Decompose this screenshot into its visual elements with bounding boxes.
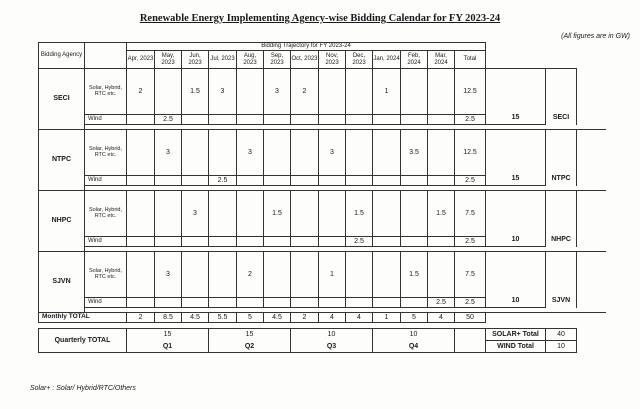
wind-total: 2.5 [455, 298, 486, 308]
wind-value [155, 237, 182, 247]
gap [577, 125, 606, 130]
solar-value [291, 130, 319, 176]
solar-value [155, 191, 182, 237]
gap [577, 186, 606, 191]
monthly-total-value: 8.5 [155, 313, 182, 323]
solar-value [182, 130, 209, 176]
monthly-grand-total: 50 [455, 313, 486, 323]
solar-value [428, 252, 455, 298]
wind-value [182, 115, 209, 125]
wind-total: 2.5 [455, 176, 486, 186]
monthly-total-value: 2 [127, 313, 155, 323]
category-solar: Solar, Hybrid, RTC etc. [85, 191, 127, 237]
category-solar: Solar, Hybrid, RTC etc. [85, 130, 127, 176]
category-wind: Wind [85, 298, 127, 308]
quarter-label: Q1 [127, 341, 209, 353]
solar-value: 3 [182, 191, 209, 237]
agency-total: 10 [486, 294, 546, 308]
solar-value: 2 [291, 69, 319, 115]
wind-value [373, 176, 401, 186]
wind-value [209, 115, 237, 125]
blank [455, 341, 486, 353]
blank [546, 313, 577, 323]
solar-value [209, 130, 237, 176]
wind-value [401, 115, 428, 125]
solar-value [291, 191, 319, 237]
solar-total: 12.5 [455, 69, 486, 115]
agency-name-right: SECI [546, 111, 577, 125]
wind-value [319, 298, 346, 308]
wind-value [373, 115, 401, 125]
wind-value [209, 237, 237, 247]
solar-value [319, 69, 346, 115]
agency-name-right: NTPC [546, 172, 577, 186]
agency-name: NTPC [39, 130, 85, 191]
wind-value [182, 298, 209, 308]
wind-total-value: 10 [546, 341, 577, 353]
wind-value [346, 298, 373, 308]
table-row [39, 252, 607, 294]
solar-value [346, 130, 373, 176]
wind-value [127, 298, 155, 308]
month-header: Jun, 2023 [182, 51, 209, 69]
solar-value: 3 [237, 130, 264, 176]
solar-total: 7.5 [455, 252, 486, 298]
monthly-total-value: 5 [401, 313, 428, 323]
spacer [546, 252, 577, 294]
table-row [39, 130, 607, 172]
solar-plus-total-label: SOLAR+ Total [486, 329, 546, 341]
agency-name: SJVN [39, 252, 85, 313]
solar-value [401, 191, 428, 237]
header-total: Total [455, 51, 486, 69]
quarterly-total-value: 10 [291, 329, 373, 341]
quarter-label: Q3 [291, 341, 373, 353]
agency-name-right: NHPC [546, 233, 577, 247]
wind-value [209, 298, 237, 308]
category-wind: Wind [85, 115, 127, 125]
wind-value [373, 298, 401, 308]
wind-value [237, 237, 264, 247]
solar-value [155, 69, 182, 115]
wind-total: 2.5 [455, 237, 486, 247]
solar-value: 3 [155, 130, 182, 176]
solar-value [428, 130, 455, 176]
month-header: Jul, 2023 [209, 51, 237, 69]
table-row [39, 43, 607, 51]
solar-value [401, 69, 428, 115]
wind-value [264, 298, 291, 308]
wind-value [319, 237, 346, 247]
solar-value [209, 191, 237, 237]
wind-value: 2.5 [428, 298, 455, 308]
wind-value [127, 176, 155, 186]
solar-value: 1.5 [428, 191, 455, 237]
wind-value [373, 237, 401, 247]
solar-value: 3 [264, 69, 291, 115]
wind-value [237, 115, 264, 125]
table-row [39, 69, 607, 111]
solar-value [346, 69, 373, 115]
month-header: Feb, 2024 [401, 51, 428, 69]
header-blank [486, 43, 546, 69]
solar-value: 1 [319, 252, 346, 298]
monthly-total-value: 4 [319, 313, 346, 323]
blank [486, 313, 546, 323]
header-trajectory: Bidding Trajectory for FY 2023-24 [127, 43, 486, 51]
solar-value: 3 [155, 252, 182, 298]
category-wind: Wind [85, 237, 127, 247]
month-header: Oct, 2023 [291, 51, 319, 69]
wind-value [291, 115, 319, 125]
agency-name-right: SJVN [546, 294, 577, 308]
gap [577, 308, 606, 313]
solar-value [319, 191, 346, 237]
monthly-total-value: 1 [373, 313, 401, 323]
wind-value [155, 176, 182, 186]
monthly-total-value: 4.5 [264, 313, 291, 323]
solar-value [237, 191, 264, 237]
solar-value: 1.5 [264, 191, 291, 237]
wind-value [182, 176, 209, 186]
monthly-total-value: 5 [237, 313, 264, 323]
agency-name: NHPC [39, 191, 85, 252]
units-note: (All figures are in GW) [561, 33, 630, 40]
quarterly-total-value: 15 [127, 329, 209, 341]
table-row [39, 191, 607, 233]
spacer [546, 130, 577, 172]
quarter-label: Q2 [209, 341, 291, 353]
solar-value: 3 [209, 69, 237, 115]
agency-total: 10 [486, 233, 546, 247]
solar-value [127, 191, 155, 237]
blank [455, 329, 486, 341]
wind-value [346, 176, 373, 186]
wind-value [237, 298, 264, 308]
solar-value [346, 252, 373, 298]
monthly-total-value: 4.5 [182, 313, 209, 323]
quarterly-total-value: 15 [209, 329, 291, 341]
wind-value [291, 176, 319, 186]
agency-total: 15 [486, 111, 546, 125]
gap [577, 247, 606, 252]
wind-value [319, 115, 346, 125]
solar-value [291, 252, 319, 298]
wind-value [264, 176, 291, 186]
category-solar: Solar, Hybrid, RTC etc. [85, 252, 127, 298]
spacer [486, 69, 546, 111]
month-header: Nov, 2023 [319, 51, 346, 69]
wind-value: 2.5 [346, 237, 373, 247]
wind-value [237, 176, 264, 186]
solar-value [373, 252, 401, 298]
solar-value [428, 69, 455, 115]
table-row [39, 313, 607, 323]
table-row [39, 329, 607, 341]
wind-value: 2.5 [209, 176, 237, 186]
quarterly-total-label: Quarterly TOTAL [39, 329, 127, 353]
spacer [486, 252, 546, 294]
monthly-total-value: 4 [428, 313, 455, 323]
footnote: Solar+ : Solar/ Hybrid/RTC/Others [30, 385, 136, 392]
agency-total: 15 [486, 172, 546, 186]
header-agency: Bidding Agency [39, 43, 85, 69]
wind-value [346, 115, 373, 125]
month-header: Aug, 2023 [237, 51, 264, 69]
wind-total-label: WIND Total [486, 341, 546, 353]
quarter-label: Q4 [373, 341, 455, 353]
wind-value [291, 298, 319, 308]
solar-value [209, 252, 237, 298]
solar-value [264, 252, 291, 298]
wind-value [428, 115, 455, 125]
monthly-total-value: 4 [346, 313, 373, 323]
monthly-total-value: 2 [291, 313, 319, 323]
wind-value [401, 176, 428, 186]
category-wind: Wind [85, 176, 127, 186]
solar-plus-total-value: 40 [546, 329, 577, 341]
solar-value [127, 252, 155, 298]
wind-value [155, 298, 182, 308]
solar-value [373, 130, 401, 176]
wind-value [264, 115, 291, 125]
wind-value [428, 176, 455, 186]
spacer [486, 191, 546, 233]
wind-value [401, 298, 428, 308]
month-header: Jan, 2024 [373, 51, 401, 69]
solar-value [237, 69, 264, 115]
wind-value [264, 237, 291, 247]
wind-value [319, 176, 346, 186]
wind-value [182, 237, 209, 247]
monthly-total-value: 5.5 [209, 313, 237, 323]
wind-value [401, 237, 428, 247]
solar-value: 1 [373, 69, 401, 115]
bidding-calendar-table [38, 42, 606, 353]
quarterly-total-value: 10 [373, 329, 455, 341]
wind-total: 2.5 [455, 115, 486, 125]
wind-value [127, 115, 155, 125]
solar-value [127, 130, 155, 176]
month-header: Dec, 2023 [346, 51, 373, 69]
month-header: Mar, 2024 [428, 51, 455, 69]
solar-value: 2 [127, 69, 155, 115]
spacer [486, 130, 546, 172]
solar-value: 1.5 [401, 252, 428, 298]
category-solar: Solar, Hybrid, RTC etc. [85, 69, 127, 115]
solar-value [264, 130, 291, 176]
wind-value [291, 237, 319, 247]
agency-name: SECI [39, 69, 85, 130]
wind-value: 2.5 [155, 115, 182, 125]
solar-value: 3.5 [401, 130, 428, 176]
header-blank [85, 43, 127, 69]
month-header: Apr, 2023 [127, 51, 155, 69]
wind-value [428, 237, 455, 247]
solar-value [182, 252, 209, 298]
month-header: May, 2023 [155, 51, 182, 69]
spacer [546, 69, 577, 111]
wind-value [127, 237, 155, 247]
solar-total: 12.5 [455, 130, 486, 176]
monthly-total-label: Monthly TOTAL [39, 313, 127, 323]
solar-value: 1.5 [182, 69, 209, 115]
solar-total: 7.5 [455, 191, 486, 237]
spacer [546, 191, 577, 233]
solar-value: 3 [319, 130, 346, 176]
solar-value: 2 [237, 252, 264, 298]
header-blank [546, 43, 577, 69]
solar-value: 1.5 [346, 191, 373, 237]
solar-value [373, 191, 401, 237]
month-header: Sep, 2023 [264, 51, 291, 69]
page-title: Renewable Energy Implementing Agency-wise Bidding Calendar for FY 2023-24 [139, 13, 501, 24]
